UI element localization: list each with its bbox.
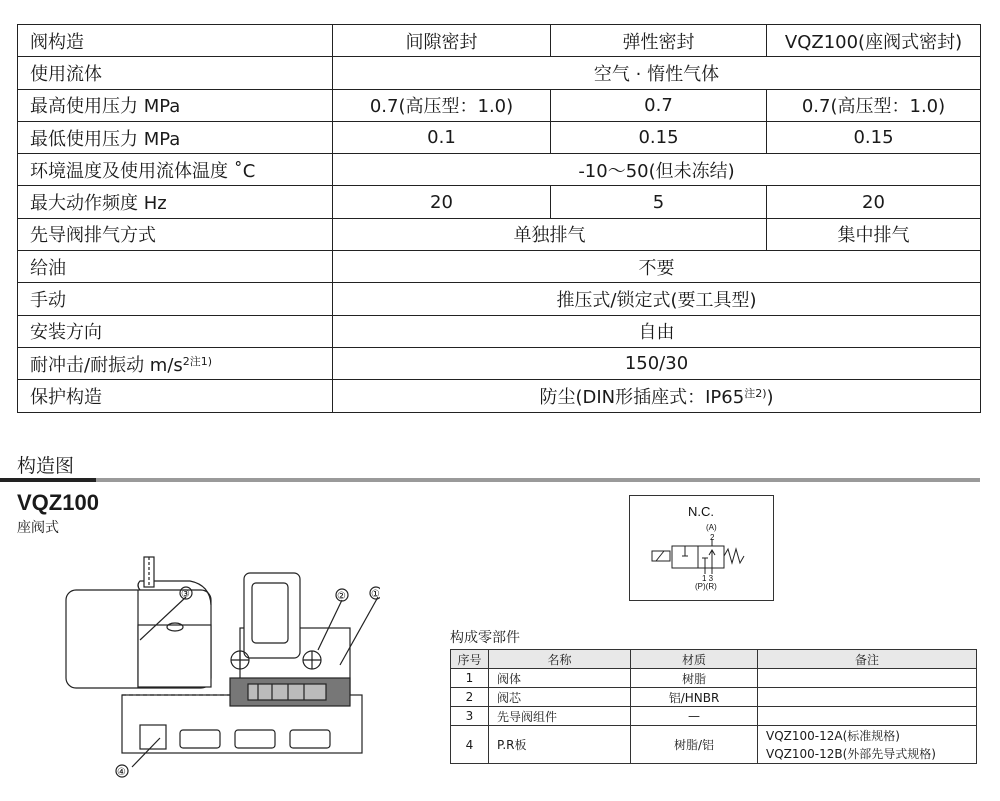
symbol-port-nums: 1 3 [702, 574, 714, 583]
parts-note [758, 726, 977, 764]
spec-label: 最高使用压力 MPa [18, 89, 333, 121]
spec-row-manual [18, 283, 981, 315]
model-subtitle: 座阀式 [17, 520, 59, 536]
parts-note [758, 707, 977, 726]
spec-value: 0.15 [767, 121, 981, 153]
model-title: VQZ100 [17, 490, 99, 515]
spec-value: 20 [333, 186, 551, 218]
spec-value: 150/30 [333, 347, 981, 379]
spec-value: 20 [767, 186, 981, 218]
spec-row-mounting [18, 315, 981, 347]
spec-label-sup: 2注1) [182, 354, 213, 368]
spec-value: -10～50(但未冻结) [333, 154, 981, 186]
section-title: 构造图 [17, 455, 75, 477]
parts-material: 树脂/铝 [631, 726, 758, 764]
spec-value-sup: 注2) [744, 386, 767, 400]
spec-value: 推压式/锁定式(要工具型) [333, 283, 981, 315]
symbol-port-pr: (P)(R) [695, 582, 717, 591]
spec-label: 环境温度及使用流体温度 ˚C [18, 154, 333, 186]
symbol-port-a: (A) [706, 523, 717, 532]
spec-col-vqz100: VQZ100(座阀式密封) [767, 25, 981, 57]
spec-value: 0.7 [551, 89, 767, 121]
spec-value: 自由 [333, 315, 981, 347]
parts-row [451, 707, 977, 726]
spec-label: 保护构造 [18, 380, 333, 412]
parts-header-no: 序号 [451, 650, 489, 669]
parts-header-material: 材质 [631, 650, 758, 669]
spec-row-max-pressure [18, 89, 981, 121]
parts-title: 构成零部件 [450, 630, 520, 646]
parts-no: 2 [451, 688, 489, 707]
symbol-port-a-num: 2 [710, 533, 715, 542]
parts-note [758, 669, 977, 688]
spec-row-temperature [18, 154, 981, 186]
parts-name: 阀芯 [489, 688, 631, 707]
parts-material: 树脂 [631, 669, 758, 688]
parts-no: 1 [451, 669, 489, 688]
parts-name: 先导阀组件 [489, 707, 631, 726]
spec-row-enclosure [18, 380, 981, 412]
symbol-title: N.C. [688, 504, 714, 519]
callout-3: ③ [181, 589, 190, 600]
spec-value: 空气 · 惰性气体 [333, 57, 981, 89]
spec-label: 使用流体 [18, 57, 333, 89]
parts-note [758, 688, 977, 707]
parts-no: 3 [451, 707, 489, 726]
spec-row-shock [18, 347, 981, 379]
spec-row-pilot-exhaust [18, 218, 981, 250]
parts-header-row [451, 650, 977, 669]
spec-value: 0.1 [333, 121, 551, 153]
spec-value [333, 380, 981, 412]
parts-note-line: VQZ100-12B(外部先导式规格) [766, 746, 936, 761]
spec-row-frequency [18, 186, 981, 218]
parts-name: P.R板 [489, 726, 631, 764]
spec-value-text: 防尘(DIN形插座式：IP65 [539, 386, 745, 408]
parts-name: 阀体 [489, 669, 631, 688]
spec-row-lubrication [18, 251, 981, 283]
spec-value: 0.7(高压型：1.0) [767, 89, 981, 121]
section-rule [0, 478, 980, 482]
parts-material: 铝/HNBR [631, 688, 758, 707]
spec-value: 0.7(高压型：1.0) [333, 89, 551, 121]
parts-row [451, 688, 977, 707]
spec-label: 手动 [18, 283, 333, 315]
spec-label [18, 347, 333, 379]
spec-label: 先导阀排气方式 [18, 218, 333, 250]
callout-1: ① [371, 589, 380, 600]
spec-label: 给油 [18, 251, 333, 283]
parts-no: 4 [451, 726, 489, 764]
section-rule-accent [0, 478, 96, 482]
parts-row [451, 669, 977, 688]
spec-value-end: ) [766, 386, 774, 408]
spec-label: 阀构造 [18, 25, 333, 57]
spec-col-gap-seal: 间隙密封 [333, 25, 551, 57]
callout-4: ④ [117, 767, 126, 778]
spec-value: 0.15 [551, 121, 767, 153]
valve-symbol-box [629, 495, 774, 601]
spec-value: 不要 [333, 251, 981, 283]
parts-header-note: 备注 [758, 650, 977, 669]
parts-header-name: 名称 [489, 650, 631, 669]
spec-value: 单独排气 [333, 218, 767, 250]
spec-row-valve-construction [18, 25, 981, 57]
parts-note-line: VQZ100-12A(标准规格) [766, 728, 900, 743]
parts-row [451, 726, 977, 764]
parts-table [450, 649, 977, 764]
parts-material: — [631, 707, 758, 726]
spec-col-elastic-seal: 弹性密封 [551, 25, 767, 57]
valve-cutaway-drawing [40, 545, 380, 785]
spec-label: 最大动作频度 Hz [18, 186, 333, 218]
spec-label: 安装方向 [18, 315, 333, 347]
spec-row-fluid [18, 57, 981, 89]
callout-2: ② [337, 591, 346, 602]
spec-value: 5 [551, 186, 767, 218]
spec-row-min-pressure [18, 121, 981, 153]
spec-value: 集中排气 [767, 218, 981, 250]
spec-label: 最低使用压力 MPa [18, 121, 333, 153]
spec-table [17, 24, 981, 413]
spec-label-text: 耐冲击/耐振动 m/s [30, 354, 183, 376]
